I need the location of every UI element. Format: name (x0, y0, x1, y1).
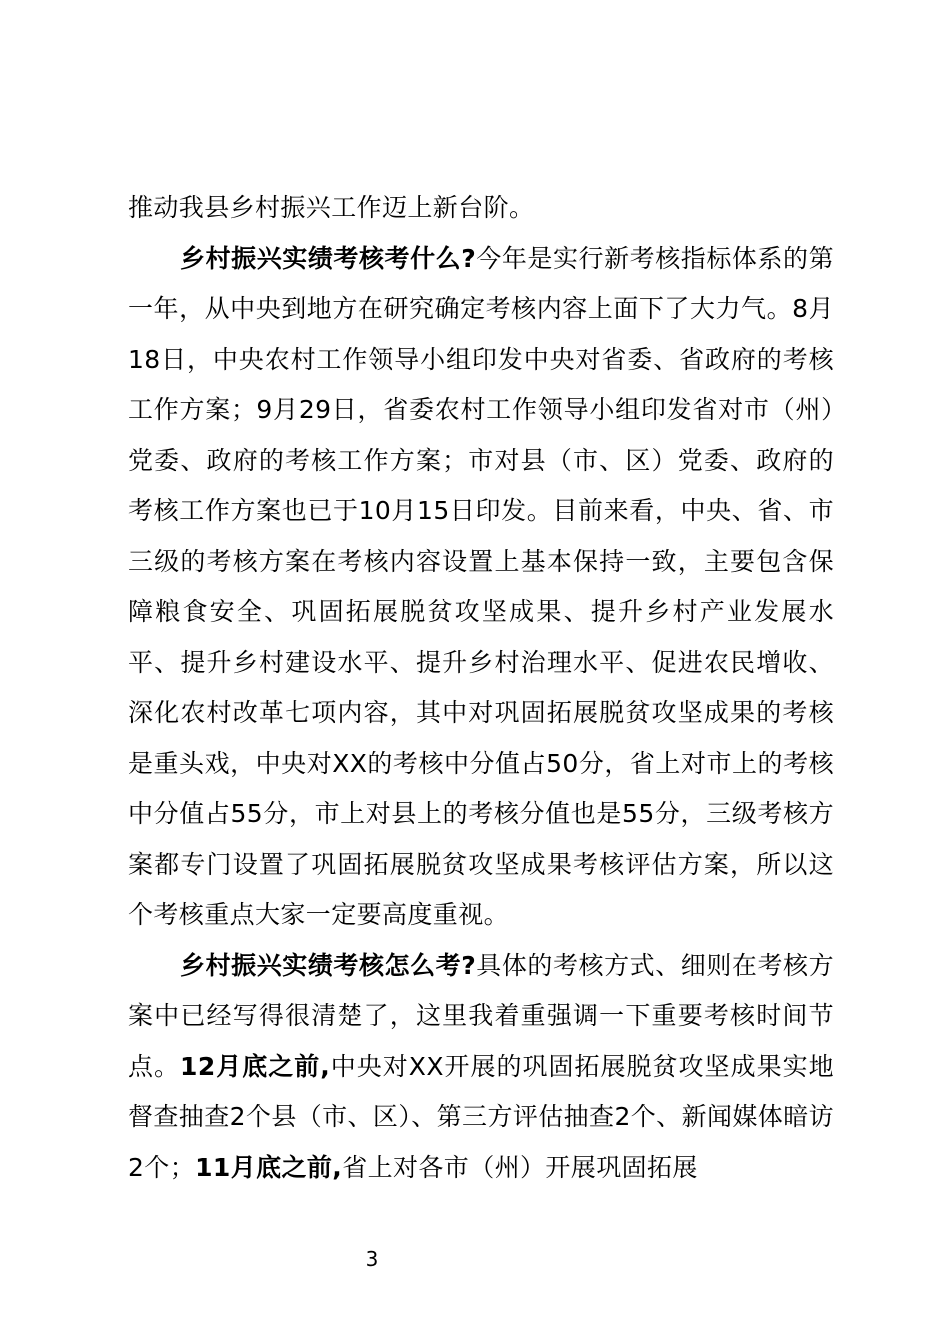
paragraph-3-text-b: 中央对XX开展的巩固拓展脱贫攻坚成果实地督查抽查2个县（市、区）、第三方评估抽查2个、新闻媒体暗访2个； (128, 1051, 834, 1182)
paragraph-3 (128, 941, 834, 1194)
section-heading-how: 乡村振兴实绩考核怎么考? (180, 950, 477, 980)
deadline-december: 12月底之前, (180, 1051, 331, 1081)
paragraph-2-text: 今年是实行新考核指标体系的第一年，从中央到地方在研究确定考核内容上面下了大力气。8月18日，中央农村工作领导小组印发中央对省委、省政府的考核工作方案；9月29日，省委农村工作领导小组印发省对市（州）党委、政府的考核工作方案；市对县（市、区）党委、政府的考核工作方案也已于10月15日印发。目前来看，中央、省、市三级的考核方案在考核内容设置上基本保持一致，主要包含保障粮食安全、巩固拓展脱贫攻坚成果、提升乡村产业发展水平、提升乡村建设水平、提升乡村治理水平、促进农民增收、深化农村改革七项内容，其中对巩固拓展脱贫攻坚成果的考核是重头戏，中央对XX的考核中分值占50分，省上对市上的考核中分值占55分，市上对县上的考核分值也是55分，三级考核方案都专门设置了巩固拓展脱贫攻坚成果考核评估方案，所以这个考核重点大家一定要高度重视。 (128, 243, 834, 929)
deadline-november: 11月底之前, (195, 1152, 343, 1182)
paragraph-2 (128, 234, 834, 941)
document-body (128, 183, 834, 1193)
paragraph-1-text: 推动我县乡村振兴工作迈上新台阶。 (128, 193, 535, 222)
paragraph-3-text-c: 省上对各市（州）开展巩固拓展 (342, 1152, 698, 1182)
paragraph-3-text-a: 具体的考核方式、细则在考核方案中已经写得很清楚了，这里我着重强调一下重要考核时间节点。 (128, 950, 834, 1081)
section-heading-what: 乡村振兴实绩考核考什么? (180, 243, 477, 273)
paragraph-1 (128, 183, 834, 234)
page-number: 3 (365, 1247, 379, 1271)
